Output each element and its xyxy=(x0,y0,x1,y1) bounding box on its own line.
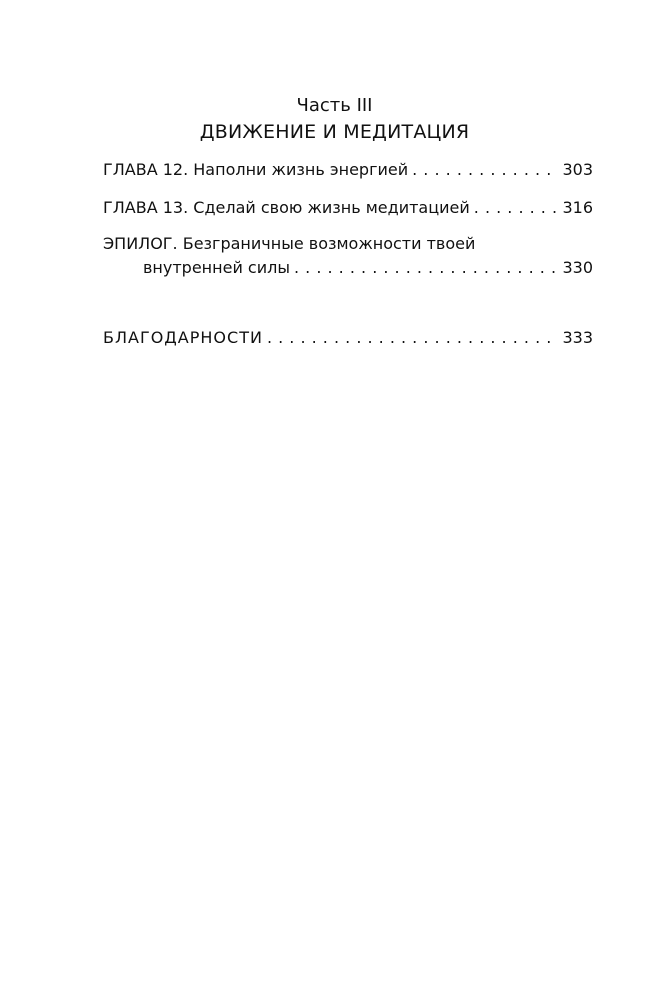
leader-dots xyxy=(474,196,557,220)
toc-entry-chapter-13 xyxy=(103,196,593,220)
toc-entry-page: 316 xyxy=(562,198,593,217)
leader-dots xyxy=(294,256,556,280)
toc-entry-acknowledgements xyxy=(103,326,593,350)
toc-entry-chapter-12 xyxy=(103,158,593,182)
toc-entry-page: 330 xyxy=(562,258,593,277)
toc-entry-label: ГЛАВА 12. Наполни жизнь энергией xyxy=(103,160,409,179)
toc-entry-label: ГЛАВА 13. Сделай свою жизнь медитацией xyxy=(103,198,470,217)
toc-entry-label: БЛАГОДАРНОСТИ xyxy=(103,328,263,347)
part-label: Часть III xyxy=(296,95,373,116)
toc-entry-label: внутренней силы xyxy=(143,258,290,277)
toc-entry-epilogue-line1: ЭПИЛОГ. Безграничные возможности твоей xyxy=(103,234,476,253)
part-title: ДВИЖЕНИЕ И МЕДИТАЦИЯ xyxy=(199,121,470,143)
toc-entry-page: 333 xyxy=(562,328,593,347)
toc-entry-epilogue xyxy=(143,256,593,280)
leader-dots xyxy=(267,326,557,350)
leader-dots xyxy=(412,158,556,182)
toc-entry-page: 303 xyxy=(562,160,593,179)
